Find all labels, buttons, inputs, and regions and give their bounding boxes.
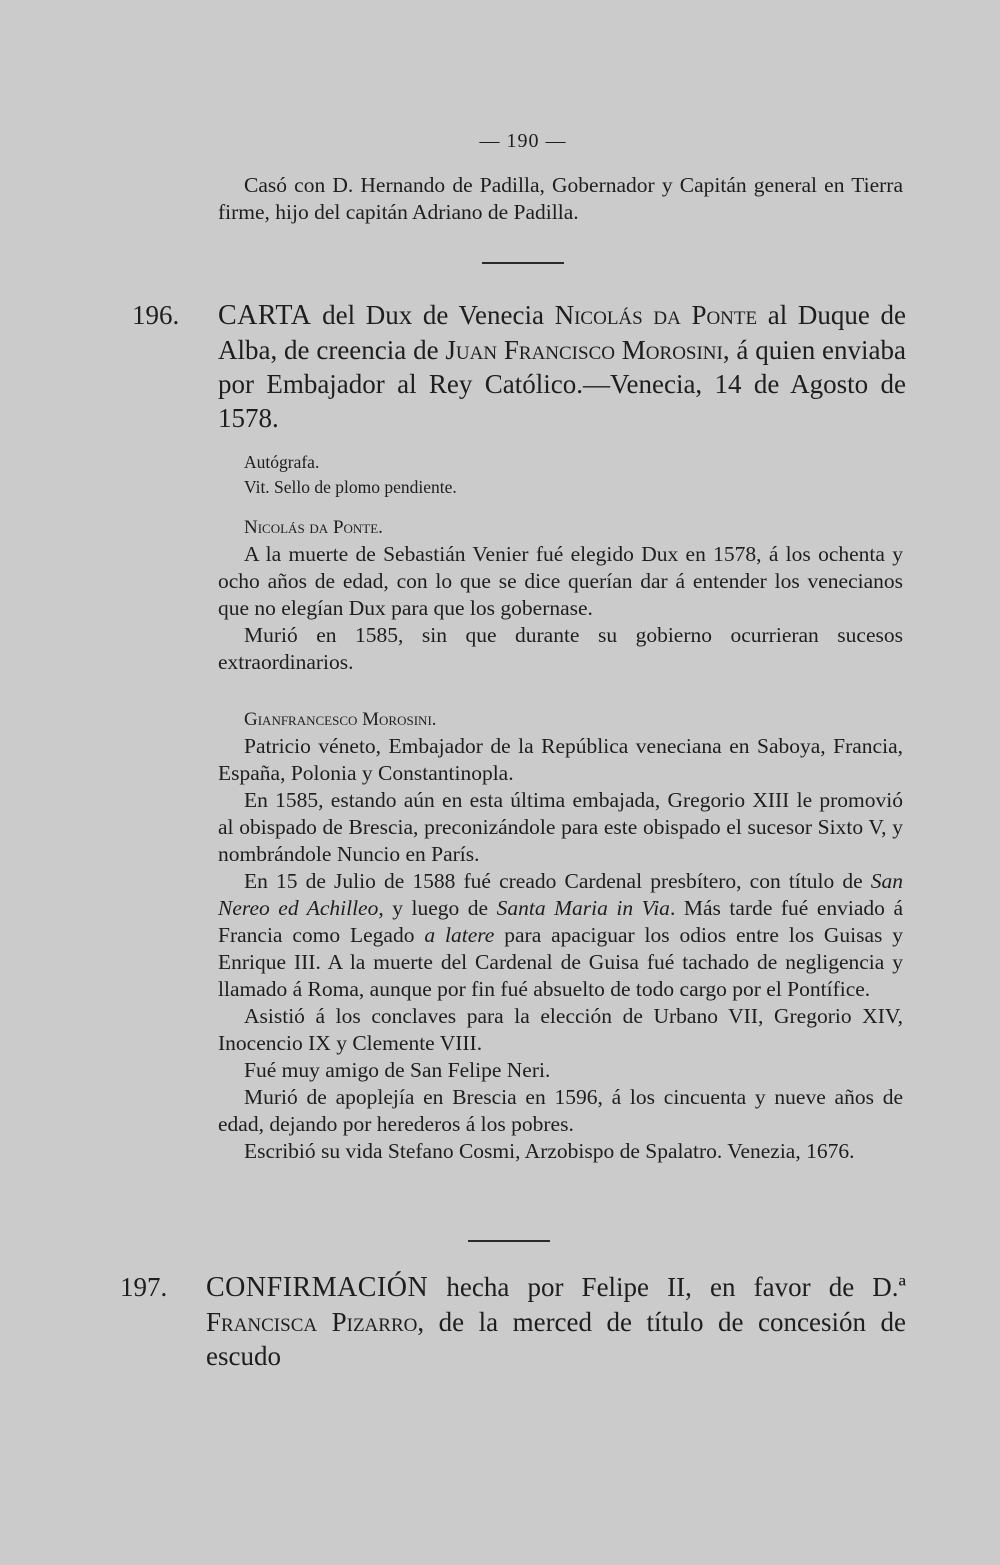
note-sello: Vit. Sello de plomo pendiente. — [244, 477, 457, 497]
entry-197-name: Francisca Pizarro — [206, 1307, 418, 1337]
morosini-p3-italic-3: a latere — [424, 923, 495, 947]
ponte-section — [218, 514, 903, 676]
entry-197-text-2: , de la merced de título de concesión de escudo — [206, 1307, 906, 1371]
section-divider — [482, 262, 564, 264]
entry-196-title — [132, 298, 906, 435]
entry-197-number: 197. — [120, 1272, 168, 1302]
morosini-p3-text-d: para apaciguar los odios entre los Guisas y Enrique III. A la muerte del Cardenal de Guisa fué tachado de negligencia y llamado á Roma, aunque por fin fué absuelto de todo cargo por el Pontífice. — [218, 923, 903, 1001]
morosini-p3-text-c: . Más tarde fué enviado á Francia como Legado — [218, 896, 903, 947]
note-autografa: Autógrafa. — [244, 452, 320, 472]
entry-196-text-3: , á quien enviaba por Embajador al Rey Católico.—Venecia, 14 de Agosto de 1578. — [218, 335, 906, 433]
morosini-paragraph-2: En 1585, estando aún en esta última embajada, Gregorio XIII le promovió al obispado de Brescia, preconizándole para este obispado el sucesor Sixto V, y nombrándole Nuncio en París. — [218, 788, 903, 866]
morosini-paragraph-3 — [218, 868, 903, 1003]
morosini-p3-italic-1: San Nereo ed Achilleo — [218, 869, 903, 920]
entry-197-title — [120, 1270, 906, 1373]
entry-196-name-2: Juan Francisco Morosini — [445, 335, 723, 365]
entry-197-text-1: hecha por Felipe II, en favor de D.ª — [428, 1272, 906, 1302]
morosini-heading: Gianfrancesco Morosini. — [244, 709, 437, 730]
morosini-paragraph-5: Fué muy amigo de San Felipe Neri. — [244, 1058, 551, 1082]
entry-196-notes — [244, 450, 929, 500]
ponte-paragraph-2: Murió en 1585, sin que durante su gobierno ocurrieran sucesos extraordinarios. — [218, 623, 903, 674]
morosini-p3-text-b: , y luego de — [378, 896, 497, 920]
morosini-paragraph-7: Escribió su vida Stefano Cosmi, Arzobispo de Spalatro. Venezia, 1676. — [244, 1139, 855, 1163]
entry-196-text-2: al Duque de Alba, de creencia de — [218, 300, 906, 365]
entry-196-text-1: del Dux de Venecia — [311, 300, 555, 330]
entry-196-name-1: Nicolás da Ponte — [554, 300, 758, 330]
morosini-paragraph-6: Murió de apoplejía en Brescia en 1596, á los cincuenta y nueve años de edad, dejando por herederos á los pobres. — [218, 1085, 903, 1136]
morosini-p3-text-a: En 15 de Julio de 1588 fué creado Cardenal presbítero, con título de — [244, 869, 871, 893]
morosini-paragraph-1: Patricio véneto, Embajador de la República veneciana en Saboya, Francia, España, Polonia y Constantinopla. — [218, 734, 903, 785]
intro-paragraph: Casó con D. Hernando de Padilla, Gobernador y Capitán general en Tierra firme, hijo del capitán Adriano de Padilla. — [218, 173, 903, 224]
section-divider-2 — [468, 1240, 550, 1242]
morosini-p3-italic-2: Santa Maria in Via — [496, 896, 670, 920]
entry-196-number: 196. — [132, 300, 180, 330]
morosini-paragraph-4: Asistió á los conclaves para la elección de Urbano VII, Gregorio XIV, Inocencio IX y Clemente VIII. — [218, 1004, 903, 1055]
page-number: — 190 — — [479, 130, 567, 152]
entry-196-first-word: CARTA — [218, 300, 312, 331]
ponte-paragraph-1: A la muerte de Sebastián Venier fué elegido Dux en 1578, á los ochenta y ocho años de edad, con lo que se dice querían dar á entender los venecianos que no elegían Dux para que los gobernase. — [218, 542, 903, 620]
intro-block — [218, 172, 903, 226]
ponte-heading: Nicolás da Ponte. — [244, 517, 383, 538]
morosini-section — [218, 706, 903, 1165]
entry-197-first-word: CONFIRMACIÓN — [206, 1272, 429, 1303]
